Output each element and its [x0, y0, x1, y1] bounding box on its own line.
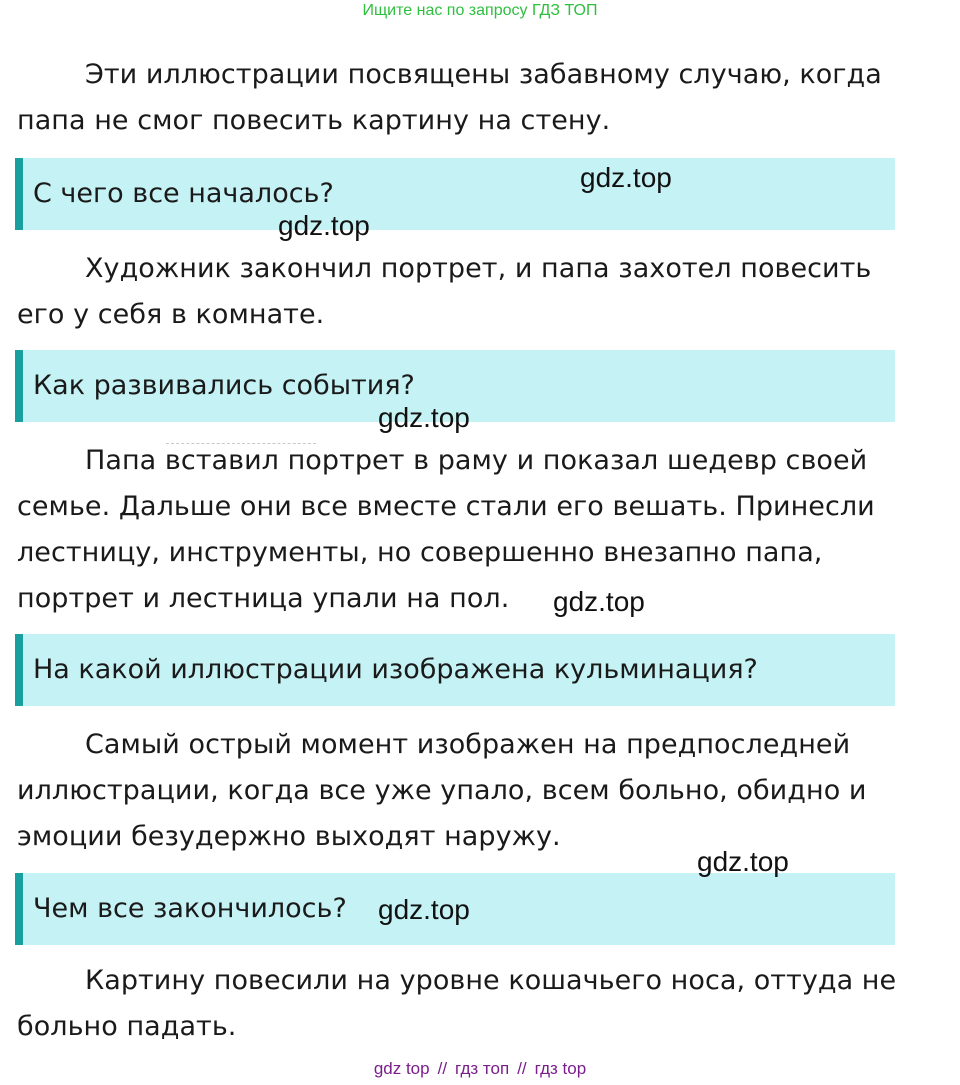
paragraph-line: иллюстрации, когда все уже упало, всем больно, обидно и [17, 775, 867, 806]
question-text: С чего все началось? [33, 178, 334, 209]
question-text: Чем все закончилось? [33, 893, 347, 924]
paragraph-line: портрет и лестница упали на пол. [17, 583, 510, 614]
answer-paragraph-beginning [17, 246, 917, 338]
watermark: gdz.top [697, 846, 789, 877]
paragraph-line: эмоции безудержно выходят наружу. [17, 821, 561, 852]
footer-item: гдз топ [455, 1059, 510, 1078]
watermark: gdz.top [553, 586, 645, 617]
paragraph-line: лестницу, инструменты, но совершенно внезапно папа, [17, 537, 823, 568]
question-box-beginning [15, 158, 895, 230]
answer-paragraph-ending [17, 958, 917, 1050]
paragraph-line: Художник закончил портрет, и папа захотел повесить [85, 253, 872, 284]
question-box-climax [15, 634, 895, 706]
top-banner: Ищите нас по запросу ГДЗ ТОП [362, 2, 598, 19]
footer-item: гдз top [534, 1059, 587, 1078]
paragraph-line: семье. Дальше они все вместе стали его вешать. Принесли [17, 491, 875, 522]
paragraph-line: больно падать. [17, 1011, 237, 1042]
footer-separator: // [517, 1059, 527, 1078]
paragraph-line: папа не смог повесить картину на стену. [17, 105, 611, 136]
footer-item: gdz top [373, 1059, 430, 1078]
paragraph-line: его у себя в комнате. [17, 299, 325, 330]
paragraph-line: Эти иллюстрации посвящены забавному случаю, когда [85, 59, 882, 90]
watermark: gdz.top [580, 162, 672, 193]
intro-paragraph [17, 52, 917, 144]
watermark: gdz.top [378, 402, 470, 433]
answer-paragraph-development [17, 438, 917, 622]
paragraph-line: Самый острый момент изображен на предпоследней [85, 729, 851, 760]
watermark: gdz.top [278, 210, 370, 241]
footer-separator: // [437, 1059, 448, 1078]
question-text: Как развивались события? [33, 370, 415, 401]
watermark: gdz.top [378, 894, 470, 925]
paragraph-line: Папа вставил портрет в раму и показал шедевр своей [85, 445, 868, 476]
bottom-banner [0, 1059, 960, 1079]
answer-paragraph-climax [17, 722, 917, 860]
question-text: На какой иллюстрации изображена кульминация? [33, 654, 758, 685]
paragraph-line: Картину повесили на уровне кошачьего носа, оттуда не [85, 965, 897, 996]
